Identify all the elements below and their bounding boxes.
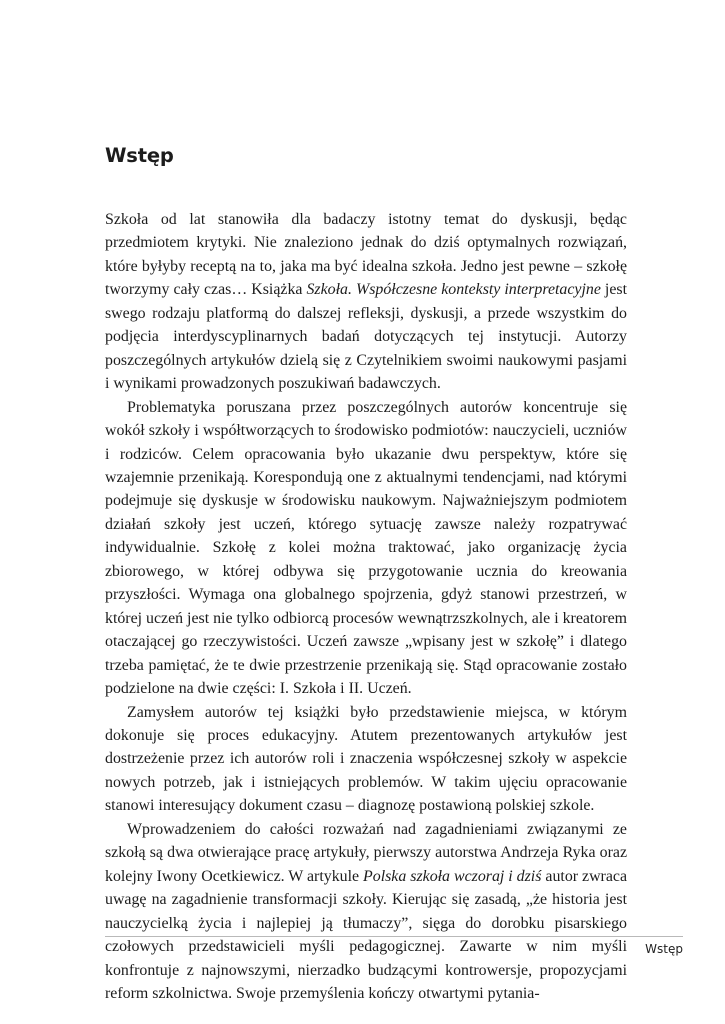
article-title: Polska szkoła wczoraj i dziś (363, 867, 542, 885)
text-run: jest swego rodzaju platformą do dalszej refleksji, dyskusji, a przede wszystkim do podjęcia interdyscyplinarnych badań dotyczących tej instytucji. Autorzy poszczególnych artykułów dzielą się z Czytelnikiem swoimi naukowymi pasjami i wynikami prowadzonych poszukiwań badawczych. (105, 281, 627, 393)
footer-rule (105, 936, 683, 937)
paragraph (105, 818, 627, 1006)
text-run: Problematyka poruszana przez poszczególnych autorów koncentruje się wokół szkoły i współtworzących to środowisko podmiotów: nauczycieli, uczniów i rodziców. Celem opracowania było ukazanie dwu perspektyw, które się wzajemnie przenikają. Korespondują one z aktualnymi tendencjami, nad którymi podejmuje się dyskusje w środowisku naukowym. Najważniejszym podmiotem działań szkoły jest uczeń, którego sytuację zawsze należy rozpatrywać indywidualnie. Szkołę z kolei można traktować, jako organizację życia zbiorowego, w której odbywa się przygotowanie ucznia do kreowania przyszłości. Wymaga ona globalnego spojrzenia, gdyż stanowi przestrzeń, w której uczeń jest nie tylko odbiorcą procesów wewnątrzszkolnych, ale i kreatorem otaczającej go rzeczywistości. Uczeń zawsze „wpisany jest w szkołę” i dlatego trzeba pamiętać, że te dwie przestrzenie przenikają się. Stąd opracowanie zostało podzielone na dwie części: I. Szkoła i II. Uczeń. (105, 398, 627, 698)
text-run: Szkoła od lat stanowiła dla badaczy istotny temat do dyskusji, będąc przedmiotem krytyki. Nie znaleziono jednak do dziś optymalnych rozwiązań, które byłyby receptą na to, jaka ma być idealna szkoła. Jedno jest pewne – szkołę tworzymy cały czas… Książka (105, 211, 627, 299)
paragraph (105, 396, 627, 701)
page-heading: Wstęp (105, 144, 174, 167)
book-title: Szkoła. Współczesne konteksty interpretacyjne (306, 281, 601, 299)
body-text (105, 208, 627, 1005)
running-footer: Wstęp (645, 942, 683, 956)
paragraph (105, 208, 627, 396)
paragraph (105, 701, 627, 818)
text-run: Zamysłem autorów tej książki było przedstawienie miejsca, w którym dokonuje się proces edukacyjny. Atutem prezentowanych artykułów jest dostrzeżenie przez ich autorów roli i znaczenia współczesnej szkoły w aspekcie nowych potrzeb, jak i istniejących problemów. W takim ujęciu opracowanie stanowi interesujący dokument czasu – diagnozę postawioną polskiej szkole. (105, 703, 627, 815)
text-run: autor zwraca uwagę na zagadnienie transformacji szkoły. Kierując się zasadą, „że historia jest nauczycielką życia i najlepiej ją tłumaczy”, sięga do dorobku pisarskiego czołowych przedstawicieli myśli pedagogicznej. Zawarte w nim myśli konfrontuje z najnowszymi, nierzadko budzącymi kontrowersje, propozycjami reform szkolnictwa. Swoje przemyślenia kończy otwartymi pytania- (105, 867, 628, 1002)
text-run: Wprowadzeniem do całości rozważań nad zagadnieniami związanymi ze szkołą są dwa otwierające pracę artykuły, pierwszy autorstwa Andrzeja Ryka oraz kolejny Iwony Ocetkiewicz. W artykule (105, 820, 627, 885)
